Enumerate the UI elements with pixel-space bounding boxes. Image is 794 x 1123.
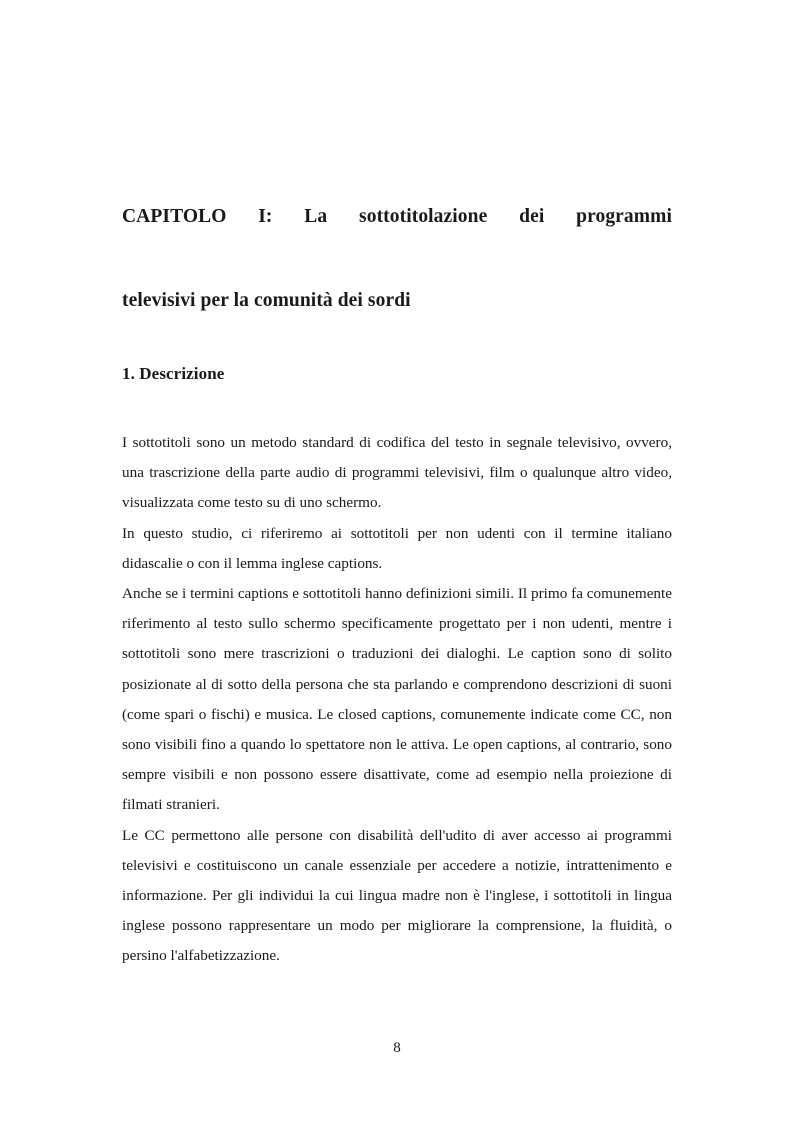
paragraph: Le CC permettono alle persone con disabilità dell'udito di aver accesso ai programmi televisivi e costituiscono un canale essenziale per accedere a notizie, intrattenimento e informazione. Per gli individui la cui lingua madre non è l'inglese, i sottotitoli in lingua inglese possono rappresentare un modo per migliorare la comprensione, la fluidità, o persino l'alfabetizzazione. [122, 826, 672, 965]
body-text [122, 428, 672, 972]
paragraph: I sottotitoli sono un metodo standard di codifica del testo in segnale televisivo, ovvero, una trascrizione della parte audio di programmi televisivi, film o qualunque altro video, visualizzata come testo su di uno schermo. [122, 434, 672, 512]
page-number: 8 [393, 1040, 401, 1056]
chapter-title-line-2: televisivi per la comunità dei sordi [122, 290, 411, 311]
chapter-title [122, 196, 672, 322]
paragraph: Anche se i termini captions e sottotitoli hanno definizioni simili. Il primo fa comunemente riferimento al testo sullo schermo specificamente progettato per i non udenti, mentre i sottotitoli sono mere trascrizioni o traduzioni dei dialoghi. Le caption sono di solito posizionate al di sotto della persona che sta parlando e comprendono descrizioni di suoni (come spari o fischi) e musica. Le closed captions, comunemente indicate come CC, non sono visibili fino a quando lo spettatore non le attiva. Le open captions, al contrario, sono sempre visibili e non possono essere disattivate, come ad esempio nella proiezione di filmati stranieri. [122, 585, 672, 814]
section-heading: 1. Descrizione [122, 364, 225, 383]
chapter-title-line-1: CAPITOLO I: La sottotitolazione dei programmi [122, 206, 672, 227]
paragraph: In questo studio, ci riferiremo ai sottotitoli per non udenti con il termine italiano didascalie o con il lemma inglese captions. [122, 524, 672, 572]
